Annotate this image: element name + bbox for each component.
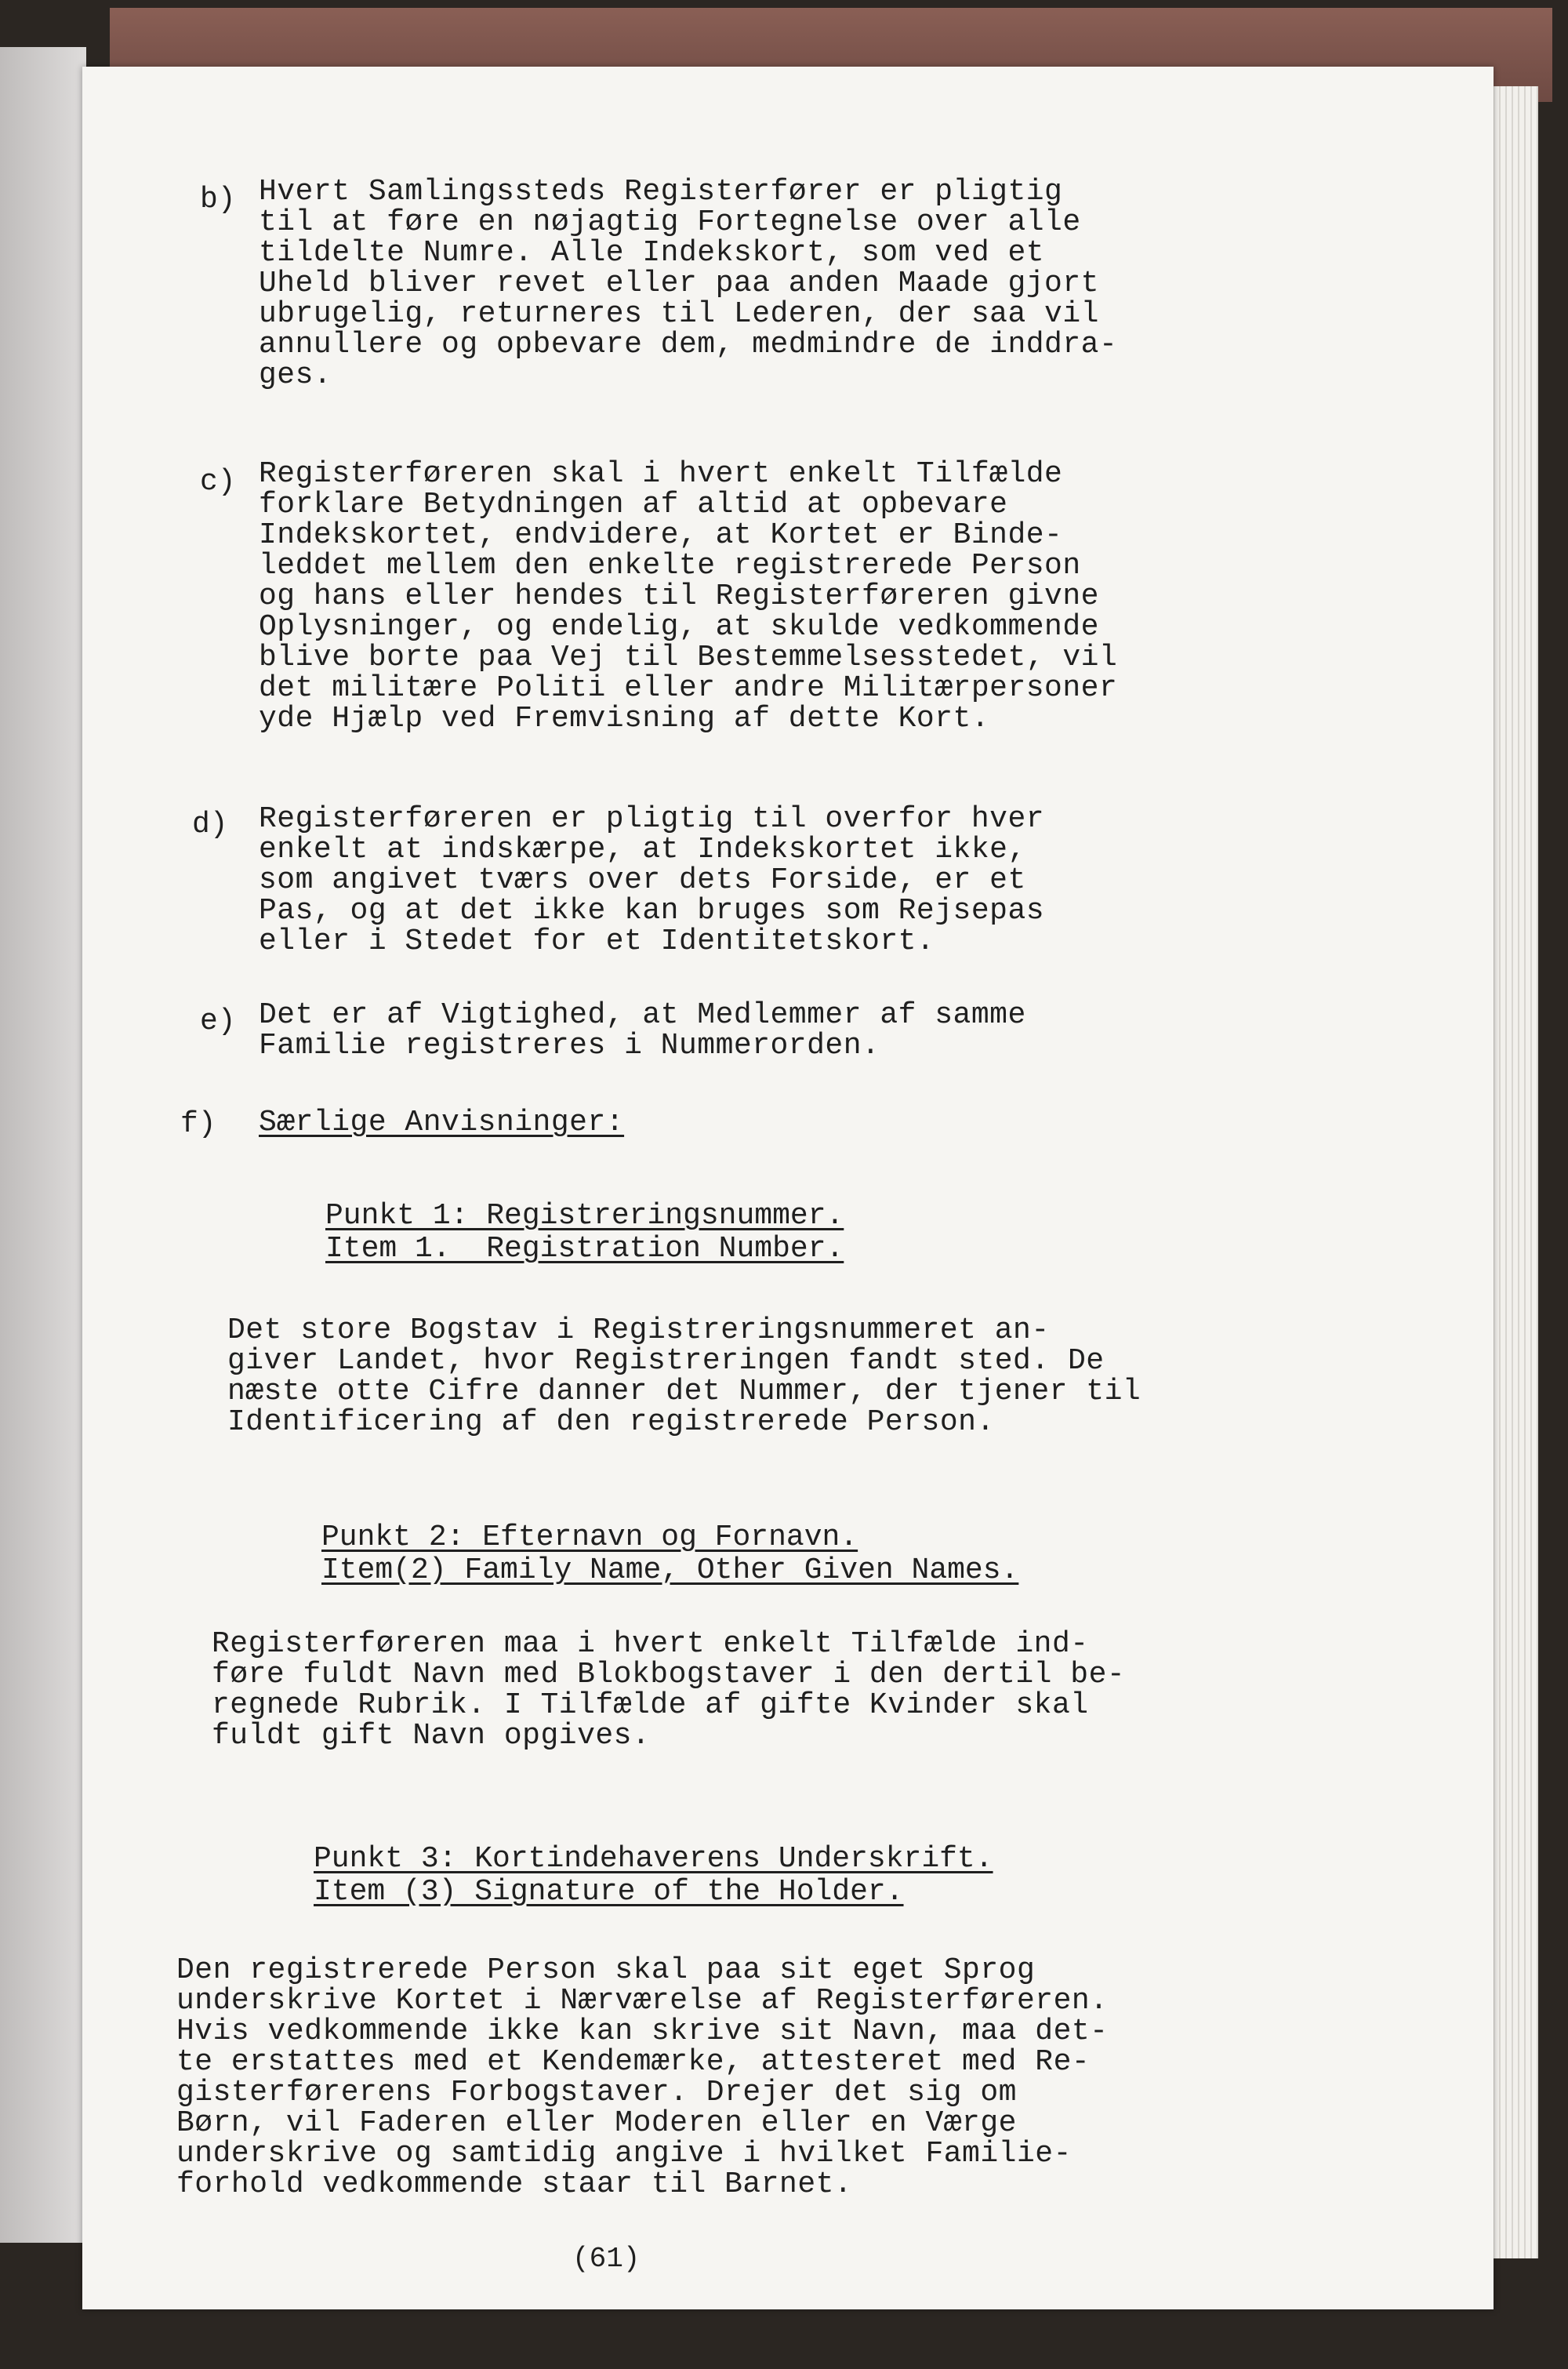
paragraph-c-label: c)	[200, 465, 236, 499]
item-1-heading-english: Item 1. Registration Number.	[325, 1232, 844, 1266]
item-3-body: Den registrerede Person skal paa sit eget Sprog underskrive Kortet i Nærværelse af Registerføreren. Hvis vedkommende ikke kan skrive sit Navn, maa det- te erstattes med et Kendemærke, attesteret med Re- gisterførerens Forbogstaver. Drejer det sig om Børn, vil Faderen eller Moderen eller en Værge underskrive og samtidig angive i hvilket Familie- forhold vedkommende staar til Barnet.	[176, 1953, 1109, 2201]
paragraph-b-text: Hvert Samlingssteds Registerfører er pligtig til at føre en nøjagtig Fortegnelse over alle tildelte Numre. Alle Indekskort, som ved et Uheld bliver revet eller paa anden Maade gjort ubrugelig, returneres til Lederen, der saa vil annullere og opbevare dem, medmindre de inddra- ges.	[259, 175, 1118, 392]
left-page-edge	[0, 47, 86, 2243]
paragraph-e-text: Det er af Vigtighed, at Medlemmer af samme Familie registreres i Nummerorden.	[259, 998, 1026, 1063]
paragraph-e-label: e)	[200, 1005, 236, 1038]
document-page	[82, 67, 1494, 2309]
item-1-heading-danish: Punkt 1: Registreringsnummer.	[325, 1199, 844, 1233]
paragraph-b-label: b)	[200, 183, 236, 216]
item-2-body: Registerføreren maa i hvert enkelt Tilfælde ind- føre fuldt Navn med Blokbogstaver i den dertil be- regnede Rubrik. I Tilfælde af gifte Kvinder skal fuldt gift Navn opgives.	[212, 1627, 1126, 1753]
paragraph-d-text: Registerføreren er pligtig til overfor hver enkelt at indskærpe, at Indekskortet ikke, som angivet tværs over dets Forside, er et Pas, og at det ikke kan bruges som Rejsepas eller i Stedet for et Identitetskort.	[259, 802, 1045, 958]
paragraph-c-text: Registerføreren skal i hvert enkelt Tilfælde forklare Betydningen af altid at opbevare Indekskortet, endvidere, at Kortet er Binde- leddet mellem den enkelte registrerede Person og hans eller hendes til Registerføreren givne Oplysninger, og endelig, at skulde vedkommende blive borte paa Vej til Bestemmelsesstedet, vil det militære Politi eller andre Militærpersoner yde Hjælp ved Fremvisning af dette Kort.	[259, 457, 1118, 736]
item-2-heading-danish: Punkt 2: Efternavn og Fornavn.	[321, 1521, 858, 1554]
page-number: (61)	[572, 2243, 641, 2275]
item-2-heading-english: Item(2) Family Name, Other Given Names.	[321, 1553, 1019, 1587]
special-instructions-heading: Særlige Anvisninger:	[259, 1106, 625, 1139]
paragraph-f-label: f)	[180, 1107, 216, 1141]
paragraph-d-label: d)	[192, 808, 228, 841]
item-3-heading-danish: Punkt 3: Kortindehaverens Underskrift.	[314, 1842, 993, 1876]
item-3-heading-english: Item (3) Signature of the Holder.	[314, 1875, 904, 1909]
item-1-body: Det store Bogstav i Registreringsnummeret an- giver Landet, hvor Registreringen fandt sted. De næste otte Cifre danner det Nummer, der tjener til Identificering af den registrerede Person.	[227, 1313, 1142, 1439]
